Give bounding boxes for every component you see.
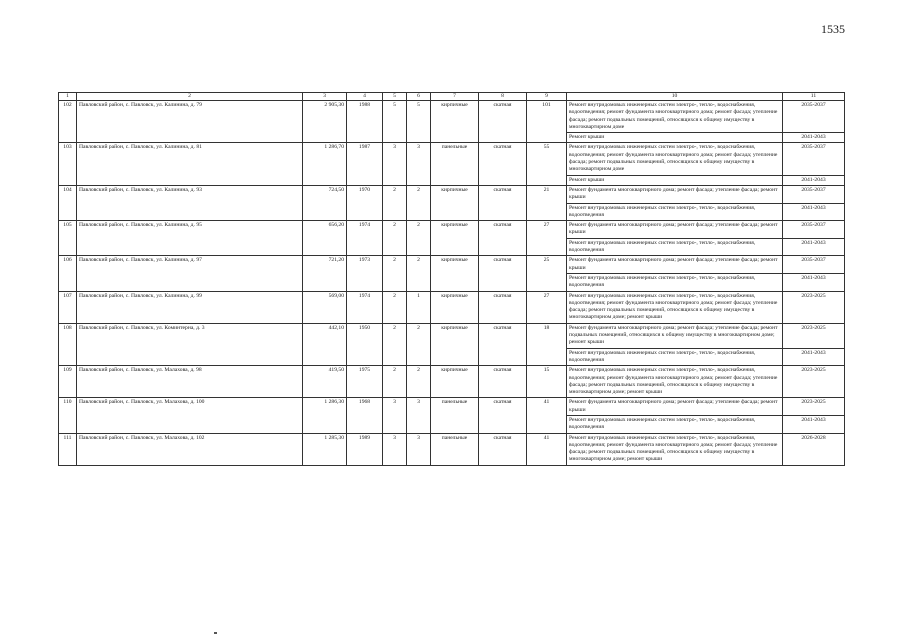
table-row xyxy=(59,433,845,465)
resident-count: 15 xyxy=(527,366,567,398)
work-period: 2041-2043 xyxy=(783,415,845,433)
work-period: 2041-2043 xyxy=(783,273,845,291)
work-period: 2035-2037 xyxy=(783,185,845,203)
work-description: Ремонт крыши xyxy=(567,133,783,143)
work-period: 2023-2025 xyxy=(783,366,845,398)
wall-material: кирпичные xyxy=(431,185,479,220)
work-description: Ремонт крыши xyxy=(567,175,783,185)
wall-material: кирпичные xyxy=(431,101,479,143)
column-number-11: 11 xyxy=(783,93,845,101)
work-period: 2035-2037 xyxy=(783,256,845,274)
entrance-count: 3 xyxy=(407,398,431,433)
table-row xyxy=(59,323,845,348)
resident-count: 18 xyxy=(527,323,567,365)
house-number: 104 xyxy=(59,185,77,220)
resident-count: 21 xyxy=(527,185,567,220)
wall-material: кирпичные xyxy=(431,366,479,398)
work-description: Ремонт внутридомовых инженерных систем электро-, тепло-, водоснабжения, водоотведения xyxy=(567,203,783,221)
house-address: Павловский район, с. Павловск, ул. Малахова, д. 100 xyxy=(77,398,303,433)
house-number: 111 xyxy=(59,433,77,465)
house-area: 1 286,30 xyxy=(303,398,347,433)
house-number: 103 xyxy=(59,143,77,185)
house-address: Павловский район, с. Павловск, ул. Калинина, д. 99 xyxy=(77,291,303,323)
work-period: 2041-2043 xyxy=(783,348,845,366)
work-period: 2023-2025 xyxy=(783,291,845,323)
column-number-8: 8 xyxy=(479,93,527,101)
entrance-count: 3 xyxy=(407,143,431,185)
wall-material: кирпичные xyxy=(431,256,479,291)
column-number-3: 3 xyxy=(303,93,347,101)
commission-year: 1970 xyxy=(347,185,383,220)
floor-count: 3 xyxy=(383,398,407,433)
roof-type: скатная xyxy=(479,221,527,256)
column-number-row xyxy=(59,93,845,101)
column-number-6: 6 xyxy=(407,93,431,101)
table-row xyxy=(59,185,845,203)
work-period: 2041-2043 xyxy=(783,238,845,256)
column-number-4: 4 xyxy=(347,93,383,101)
floor-count: 2 xyxy=(383,185,407,220)
commission-year: 1973 xyxy=(347,256,383,291)
house-area: 2 905,30 xyxy=(303,101,347,143)
house-area: 1 285,30 xyxy=(303,433,347,465)
roof-type: скатная xyxy=(479,256,527,291)
column-number-2: 2 xyxy=(77,93,303,101)
resident-count: 55 xyxy=(527,143,567,185)
commission-year: 1975 xyxy=(347,366,383,398)
house-address: Павловский район, с. Павловск, ул. Калинина, д. 95 xyxy=(77,221,303,256)
column-number-10: 10 xyxy=(567,93,783,101)
house-area: 724,50 xyxy=(303,185,347,220)
roof-type: скатная xyxy=(479,433,527,465)
house-number: 109 xyxy=(59,366,77,398)
work-period: 2041-2043 xyxy=(783,175,845,185)
house-address: Павловский район, с. Павловск, ул. Малахова, д. 102 xyxy=(77,433,303,465)
table-row xyxy=(59,143,845,175)
column-number-5: 5 xyxy=(383,93,407,101)
work-description: Ремонт внутридомовых инженерных систем электро-, тепло-, водоснабжения, водоотведения; ремонт фундамента многоквартирного дома; ремонт фасада; утепление фасада; ремонт подвальных помещений, относящихся к общему имуществу в многоквартирном доме; ремонт крыши xyxy=(567,433,783,465)
house-area: 656,20 xyxy=(303,221,347,256)
house-area: 569,00 xyxy=(303,291,347,323)
commission-year: 1987 xyxy=(347,143,383,185)
commission-year: 1968 xyxy=(347,398,383,433)
column-number-9: 9 xyxy=(527,93,567,101)
house-address: Павловский район, с. Павловск, ул. Коминтерна, д. 3 xyxy=(77,323,303,365)
commission-year: 1950 xyxy=(347,323,383,365)
work-description: Ремонт внутридомовых инженерных систем электро-, тепло-, водоснабжения, водоотведения xyxy=(567,273,783,291)
commission-year: 1974 xyxy=(347,221,383,256)
housing-repair-table xyxy=(58,92,845,466)
floor-count: 5 xyxy=(383,101,407,143)
entrance-count: 5 xyxy=(407,101,431,143)
column-number-7: 7 xyxy=(431,93,479,101)
house-address: Павловский район, с. Павловск, ул. Малахова, д. 98 xyxy=(77,366,303,398)
resident-count: 101 xyxy=(527,101,567,143)
house-number: 105 xyxy=(59,221,77,256)
wall-material: кирпичные xyxy=(431,291,479,323)
commission-year: 1989 xyxy=(347,433,383,465)
table-row xyxy=(59,221,845,239)
work-description: Ремонт внутридомовых инженерных систем электро-, тепло-, водоснабжения, водоотведения; ремонт фундамента многоквартирного дома; ремонт фасада; утепление фасада; ремонт подвальных помещений, относящихся к общему имуществу в многоквартирном доме xyxy=(567,143,783,175)
table-row xyxy=(59,256,845,274)
house-address: Павловский район, с. Павловск, ул. Калинина, д. 93 xyxy=(77,185,303,220)
work-description: Ремонт внутридомовых инженерных систем электро-, тепло-, водоснабжения, водоотведения; ремонт фундамента многоквартирного дома; ремонт фасада; утепление фасада; ремонт подвальных помещений, относящихся к общему имуществу в многоквартирном доме; ремонт крыши xyxy=(567,366,783,398)
roof-type: скатная xyxy=(479,398,527,433)
house-area: 1 286,70 xyxy=(303,143,347,185)
resident-count: 27 xyxy=(527,291,567,323)
roof-type: скатная xyxy=(479,143,527,185)
roof-type: скатная xyxy=(479,323,527,365)
wall-material: панельные xyxy=(431,143,479,185)
house-address: Павловский район, с. Павловск, ул. Калинина, д. 97 xyxy=(77,256,303,291)
resident-count: 25 xyxy=(527,256,567,291)
work-period: 2035-2037 xyxy=(783,101,845,133)
work-description: Ремонт внутридомовых инженерных систем электро-, тепло-, водоснабжения, водоотведения; ремонт фундамента многоквартирного дома; ремонт фасада; утепление фасада; ремонт подвальных помещений, относящихся к общему имуществу в многоквартирном доме; ремонт крыши xyxy=(567,291,783,323)
work-period: 2023-2025 xyxy=(783,398,845,416)
roof-type: скатная xyxy=(479,185,527,220)
table-row xyxy=(59,291,845,323)
roof-type: скатная xyxy=(479,366,527,398)
commission-year: 1988 xyxy=(347,101,383,143)
floor-count: 2 xyxy=(383,366,407,398)
wall-material: кирпичные xyxy=(431,323,479,365)
house-area: 442,10 xyxy=(303,323,347,365)
entrance-count: 2 xyxy=(407,185,431,220)
work-period: 2035-2037 xyxy=(783,143,845,175)
work-period: 2035-2037 xyxy=(783,221,845,239)
house-number: 106 xyxy=(59,256,77,291)
column-number-1: 1 xyxy=(59,93,77,101)
work-description: Ремонт внутридомовых инженерных систем электро-, тепло-, водоснабжения, водоотведения xyxy=(567,238,783,256)
wall-material: кирпичные xyxy=(431,221,479,256)
work-description: Ремонт фундамента многоквартирного дома; ремонт фасада; утепление фасада; ремонт подвальных помещений, относящихся к общему имуществу в многоквартирном доме; ремонт крыши xyxy=(567,323,783,348)
work-period: 2026-2028 xyxy=(783,433,845,465)
table-row xyxy=(59,398,845,416)
entrance-count: 2 xyxy=(407,221,431,256)
floor-count: 2 xyxy=(383,291,407,323)
floor-count: 2 xyxy=(383,221,407,256)
floor-count: 2 xyxy=(383,323,407,365)
house-number: 108 xyxy=(59,323,77,365)
work-period: 2041-2043 xyxy=(783,203,845,221)
wall-material: панельные xyxy=(431,398,479,433)
wall-material: панельные xyxy=(431,433,479,465)
resident-count: 27 xyxy=(527,221,567,256)
roof-type: скатная xyxy=(479,101,527,143)
house-address: Павловский район, с. Павловск, ул. Калинина, д. 81 xyxy=(77,143,303,185)
house-address: Павловский район, с. Павловск, ул. Калинина, д. 79 xyxy=(77,101,303,143)
work-description: Ремонт фундамента многоквартирного дома; ремонт фасада; утепление фасада; ремонт крыши xyxy=(567,221,783,239)
work-description: Ремонт фундамента многоквартирного дома; ремонт фасада; утепление фасада; ремонт крыши xyxy=(567,256,783,274)
floor-count: 3 xyxy=(383,433,407,465)
roof-type: скатная xyxy=(479,291,527,323)
floor-count: 3 xyxy=(383,143,407,185)
entrance-count: 2 xyxy=(407,366,431,398)
table-row xyxy=(59,101,845,133)
work-description: Ремонт внутридомовых инженерных систем электро-, тепло-, водоснабжения, водоотведения xyxy=(567,415,783,433)
entrance-count: 2 xyxy=(407,256,431,291)
house-number: 102 xyxy=(59,101,77,143)
page-number: 1535 xyxy=(821,22,845,36)
work-description: Ремонт внутридомовых инженерных систем электро-, тепло-, водоснабжения, водоотведения; ремонт фундамента многоквартирного дома; ремонт фасада; утепление фасада; ремонт подвальных помещений, относящихся к общему имуществу в многоквартирном доме xyxy=(567,101,783,133)
resident-count: 41 xyxy=(527,433,567,465)
table-row xyxy=(59,366,845,398)
scan-mark xyxy=(214,632,217,634)
work-period: 2041-2043 xyxy=(783,133,845,143)
entrance-count: 1 xyxy=(407,291,431,323)
floor-count: 2 xyxy=(383,256,407,291)
entrance-count: 3 xyxy=(407,433,431,465)
work-description: Ремонт внутридомовых инженерных систем электро-, тепло-, водоснабжения, водоотведения xyxy=(567,348,783,366)
resident-count: 41 xyxy=(527,398,567,433)
house-number: 110 xyxy=(59,398,77,433)
work-description: Ремонт фундамента многоквартирного дома; ремонт фасада; утепление фасада; ремонт крыши xyxy=(567,185,783,203)
entrance-count: 2 xyxy=(407,323,431,365)
house-area: 419,50 xyxy=(303,366,347,398)
work-description: Ремонт фундамента многоквартирного дома; ремонт фасада; утепление фасада; ремонт крыши xyxy=(567,398,783,416)
house-area: 721,20 xyxy=(303,256,347,291)
house-number: 107 xyxy=(59,291,77,323)
work-period: 2023-2025 xyxy=(783,323,845,348)
commission-year: 1974 xyxy=(347,291,383,323)
